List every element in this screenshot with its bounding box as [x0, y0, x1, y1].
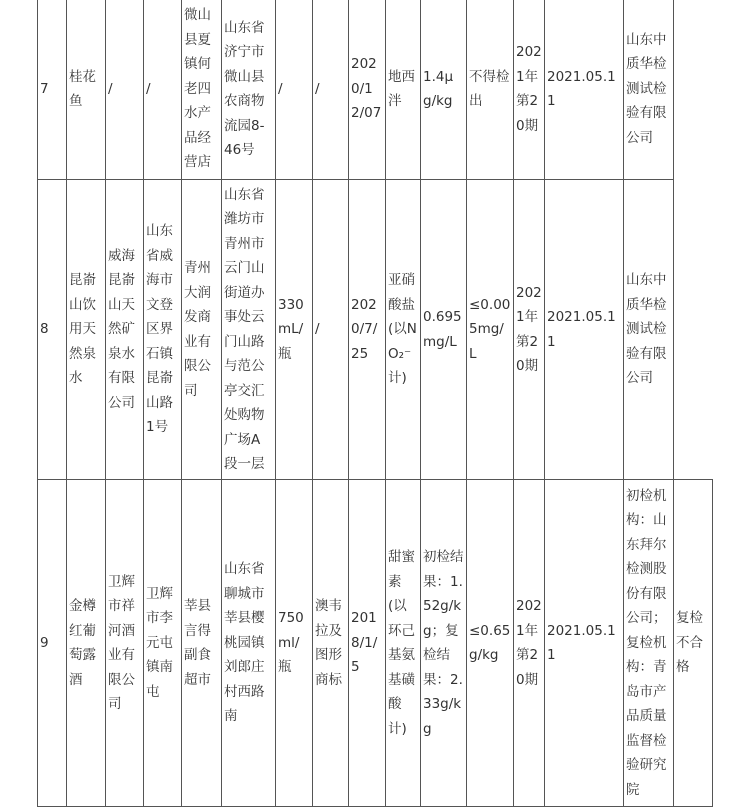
cell-spec: /	[276, 0, 313, 180]
cell-standard: ≤0.005mg/L	[467, 180, 514, 480]
cell-brand: /	[313, 0, 349, 180]
cell-no: 8	[38, 180, 67, 480]
cell-brand: 澳韦拉及图形商标	[313, 480, 349, 807]
cell-seller-address: 山东省潍坊市青州市云门山街道办事处云门山路与范公亭交汇处购物广场A段一层	[222, 180, 276, 480]
cell-no: 7	[38, 0, 67, 180]
cell-issue: 2021年第20期	[514, 480, 545, 807]
cell-result: 0.695mg/L	[421, 180, 467, 480]
cell-producer: 威海昆嵛山天然矿泉水有限公司	[106, 180, 144, 480]
cell-item: 亚硝酸盐(以NO₂⁻计)	[386, 180, 421, 480]
cell-spec: 330mL/瓶	[276, 180, 313, 480]
cell-standard: 不得检出	[467, 0, 514, 180]
cell-standard: ≤0.65g/kg	[467, 480, 514, 807]
cell-spec: 750ml/瓶	[276, 480, 313, 807]
cell-issue: 2021年第20期	[514, 0, 545, 180]
cell-seller: 青州大润发商业有限公司	[182, 180, 222, 480]
cell-announce-date: 2021.05.11	[545, 180, 624, 480]
cell-seller-address: 山东省聊城市莘县樱桃园镇刘郎庄村西路南	[222, 480, 276, 807]
table-row	[38, 480, 713, 807]
cell-item: 甜蜜素(以环己基氨基磺酸计)	[386, 480, 421, 807]
cell-item: 地西泮	[386, 0, 421, 180]
cell-no: 9	[38, 480, 67, 807]
cell-result: 1.4μg/kg	[421, 0, 467, 180]
cell-seller-address: 山东省济宁市微山县农商物流园8-46号	[222, 0, 276, 180]
cell-date: 2018/1/5	[349, 480, 386, 807]
cell-product: 昆嵛山饮用天然泉水	[67, 180, 106, 480]
cell-agency: 山东中质华检测试检验有限公司	[624, 0, 674, 180]
cell-announce-date: 2021.05.11	[545, 0, 624, 180]
cell-remark: 复检不合格	[674, 480, 713, 807]
cell-seller: 莘县言得副食超市	[182, 480, 222, 807]
cell-date: 2020/12/07	[349, 0, 386, 180]
cell-producer-address: 山东省威海市文登区界石镇昆嵛山路1号	[144, 180, 182, 480]
results-table	[37, 0, 713, 807]
table-row	[38, 180, 713, 480]
cell-remark	[674, 180, 713, 480]
cell-seller: 微山县夏镇何老四水产品经营店	[182, 0, 222, 180]
cell-product: 金樽红葡萄露酒	[67, 480, 106, 807]
cell-remark	[674, 0, 713, 180]
cell-issue: 2021年第20期	[514, 180, 545, 480]
cell-producer: 卫辉市祥河酒业有限公司	[106, 480, 144, 807]
cell-product: 桂花鱼	[67, 0, 106, 180]
cell-announce-date: 2021.05.11	[545, 480, 624, 807]
cell-producer: /	[106, 0, 144, 180]
cell-producer-address: 卫辉市李元屯镇南屯	[144, 480, 182, 807]
cell-brand: /	[313, 180, 349, 480]
cell-producer-address: /	[144, 0, 182, 180]
cell-result: 初检结果：1.52g/kg；复检结果：2.33g/kg	[421, 480, 467, 807]
cell-agency: 初检机构：山东拜尔检测股份有限公司；复检机构：青岛市产品质量监督检验研究院	[624, 480, 674, 807]
cell-agency: 山东中质华检测试检验有限公司	[624, 180, 674, 480]
table-row	[38, 0, 713, 180]
cell-date: 2020/7/25	[349, 180, 386, 480]
